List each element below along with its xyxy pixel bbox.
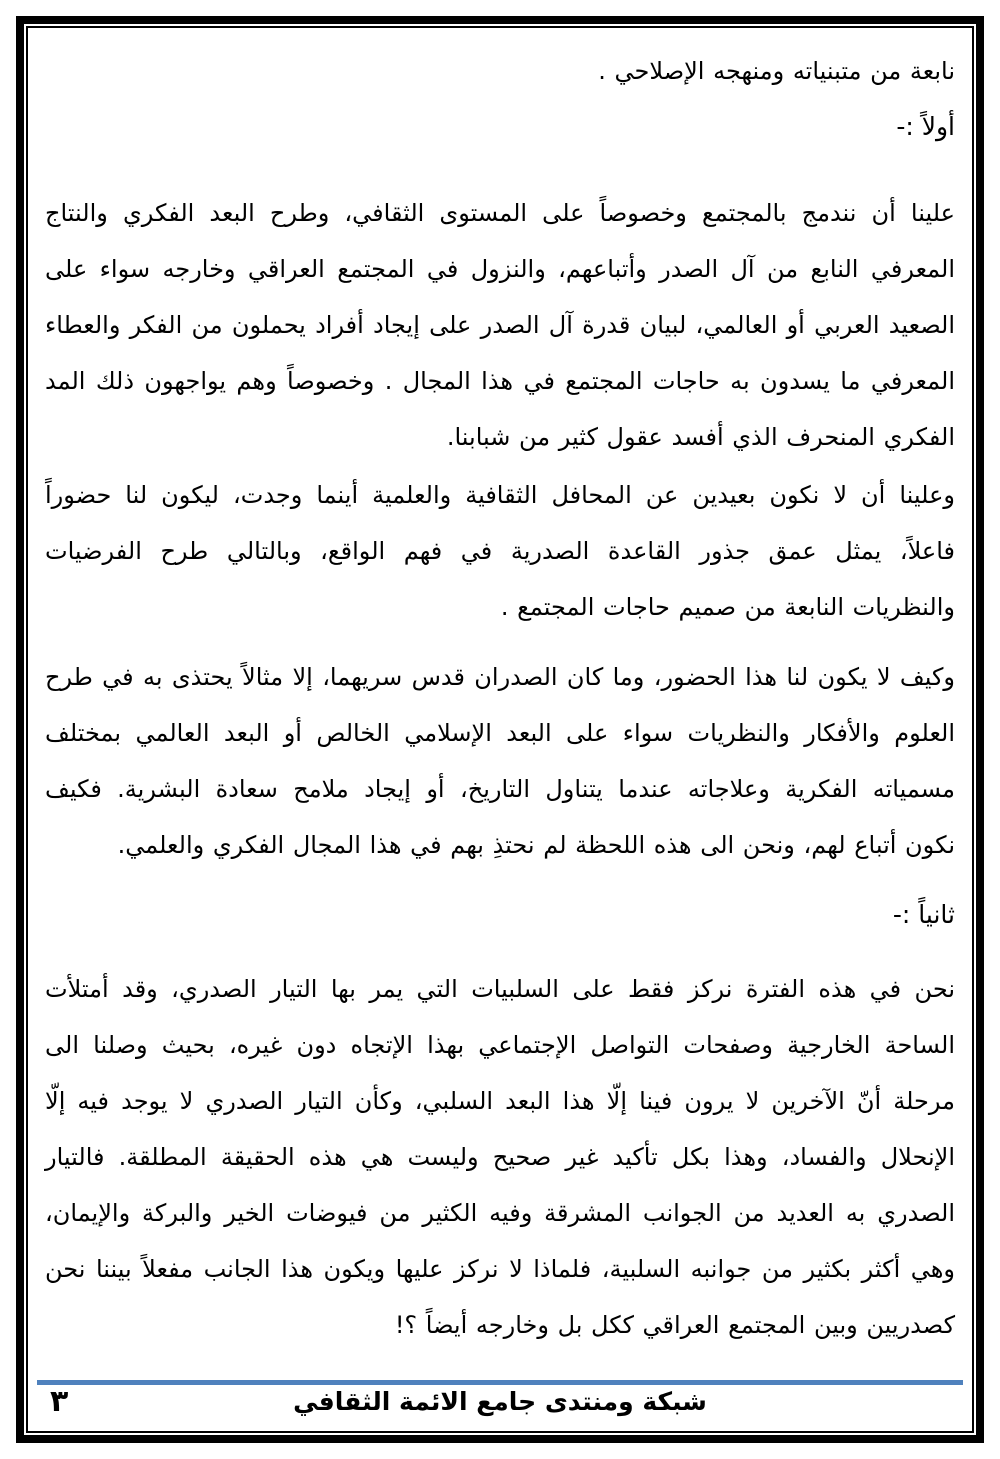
text-line: نكون أتباع لهم، ونحن الى هذه اللحظة لم نحتذِ بهم في هذا المجال الفكري والعلمي.: [117, 831, 955, 859]
text-line: كصدريين وبين المجتمع العراقي ككل بل وخارجه أيضاً ؟!: [394, 1311, 955, 1339]
section-heading-first: أولاً :-: [896, 112, 955, 141]
paragraph-continuation-line: نابعة من متبنياته ومنهجه الإصلاحي .: [598, 57, 955, 85]
footer-title: شبكة ومنتدى جامع الائمة الثقافي: [293, 1387, 707, 1416]
paragraph-3: [45, 649, 955, 873]
text-line: وكيف لا يكون لنا هذا الحضور، وما كان الصدران قدس سريهما، إلا مثالاً يحتذى به في طرح: [45, 663, 955, 691]
text-line: الصدري به العديد من الجوانب المشرقة وفيه الكثير من فيوضات الخير والبركة والإيمان،: [45, 1199, 955, 1227]
paragraph-4: [45, 961, 955, 1353]
text-line: علينا أن نندمج بالمجتمع وخصوصاً على المستوى الثقافي، وطرح البعد الفكري والنتاج: [45, 199, 955, 227]
text-line: وهي أكثر بكثير من جوانبه السلبية، فلماذا لا نركز عليها ويكون هذا الجانب مفعلاً بيننا نحن: [45, 1255, 955, 1283]
document-body: [31, 31, 969, 1353]
text-line: وعلينا أن لا نكون بعيدين عن المحافل الثقافية والعلمية أينما وجدت، ليكون لنا حضوراً: [45, 481, 955, 509]
section-heading-second: ثانياً :-: [892, 900, 955, 929]
text-line: المعرفي ما يسدون به حاجات المجتمع في هذا المجال . وخصوصاً وهم يواجهون ذلك المد: [45, 367, 955, 395]
text-line: المعرفي النابع من آل الصدر وأتباعهم، والنزول في المجتمع العراقي وخارجه سواء على: [45, 255, 955, 283]
text-line: نحن في هذه الفترة نركز فقط على السلبيات التي يمر بها التيار الصدري، وقد أمتلأت: [45, 975, 955, 1003]
text-line: والنظريات النابعة من صميم حاجات المجتمع .: [500, 593, 955, 621]
footer-rule: [37, 1380, 963, 1385]
text-line: الساحة الخارجية وصفحات التواصل الإجتماعي بهذا الإتجاه دون غيره، بحيث وصلنا الى: [45, 1031, 955, 1059]
paragraph-1: [45, 185, 955, 465]
text-line: مسمياته الفكرية وعلاجاته عندما يتناول التاريخ، أو إيجاد ملامح سعادة البشرية. فكيف: [45, 775, 955, 803]
paragraph-2: [45, 467, 955, 635]
text-line: الإنحلال والفساد، وهذا بكل تأكيد غير صحيح وليست هي هذه الحقيقة المطلقة. فالتيار: [45, 1143, 955, 1171]
text-line: فاعلاً، يمثل عمق جذور القاعدة الصدرية في فهم الواقع، وبالتالي طرح الفرضيات: [45, 537, 955, 565]
text-line: الفكري المنحرف الذي أفسد عقول كثير من شبابنا.: [446, 423, 955, 451]
text-line: العلوم والأفكار والنظريات سواء على البعد الإسلامي الخالص أو البعد العالمي بمختلف: [45, 719, 955, 747]
text-line: مرحلة أنّ الآخرين لا يرون فينا إلّا هذا البعد السلبي، وكأن التيار الصدري لا يوجد فيه إلّا: [45, 1087, 955, 1115]
page-number: ٣: [50, 1384, 69, 1419]
text-line: الصعيد العربي أو العالمي، لبيان قدرة آل الصدر على إيجاد أفراد يحملون من الفكر والعطاء: [45, 311, 955, 339]
